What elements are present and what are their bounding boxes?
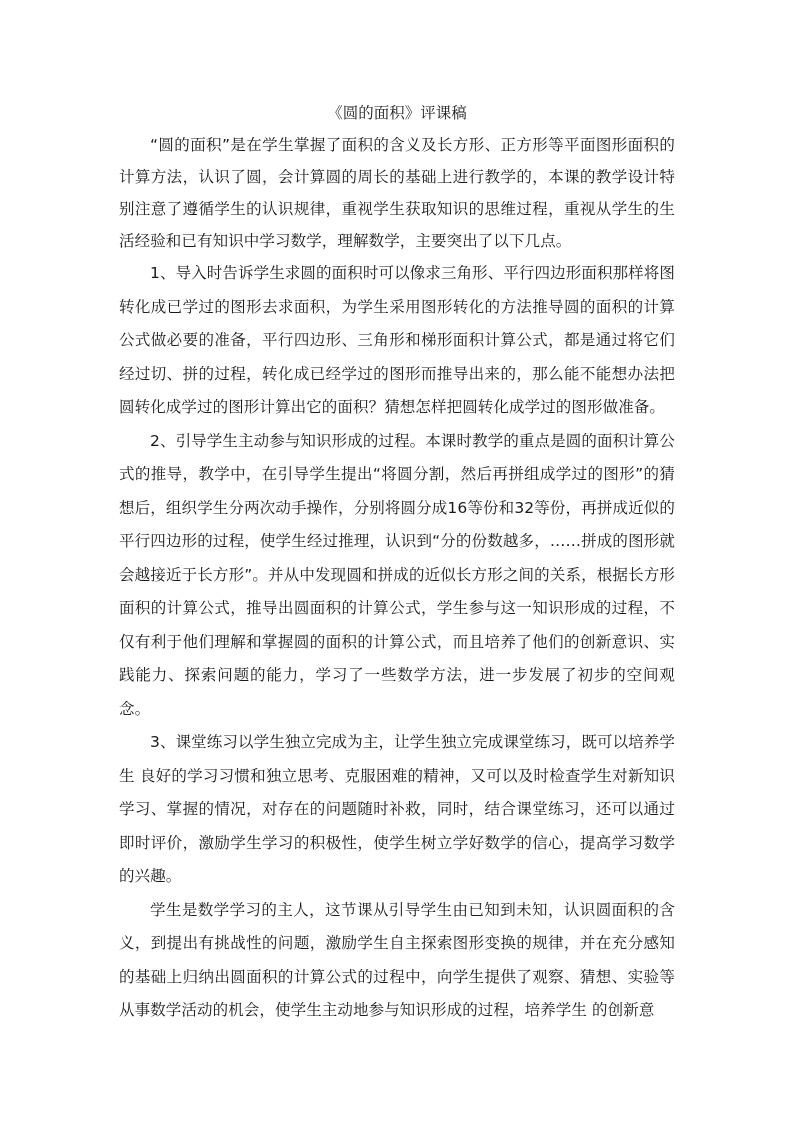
document-body	[119, 97, 675, 1028]
paragraph-point-1: 1、导入时告诉学生求圆的面积时可以像求三角形、平行四边形面积那样将图转化成已学过的图形去求面积，为学生采用图形转化的方法推导圆的面积的计算公式做必要的准备，平行四边形、三角形和梯形面积计算公式，都是通过将它们经过切、拼的过程，转化成已经学过的图形而推导出来的，那么能不能想办法把圆转化成学过的图形计算出它的面积？猜想怎样把圆转化成学过的图形做准备。	[119, 264, 675, 416]
page-title: 《圆的面积》评课稿	[327, 104, 467, 122]
paragraph-point-3: 3、课堂练习以学生独立完成为主，让学生独立完成课堂练习，既可以培养学生 良好的学习习惯和独立思考、克服困难的精神，又可以及时检查学生对新知识学习、掌握的情况，对存在的问题随时补救，同时，结合课堂练习，还可以通过即时评价，激励学生学习的积极性，使学生树立学好数学的信心，提高学习数学的兴趣。	[119, 733, 675, 885]
paragraph-point-2: 2、引导学生主动参与知识形成的过程。本课时教学的重点是圆的面积计算公式的推导，教学中，在引导学生提出“将圆分割，然后再拼组成学过的图形”的猜想后，组织学生分两次动手操作，分别将圆分成16等份和32等份，再拼成近似的平行四边形的过程，使学生经过推理，认识到“分的份数越多，……拼成的图形就会越接近于长方形”。并从中发现圆和拼成的近似长方形之间的关系，根据长方形面积的计算公式，推导出圆面积的计算公式，学生参与这一知识形成的过程，不仅有利于他们理解和掌握圆的面积的计算公式，而且培养了他们的创新意识、实践能力、探索问题的能力，学习了一些数学方法，进一步发展了初步的空间观念。	[119, 431, 675, 718]
paragraph-summary: 学生是数学学习的主人，这节课从引导学生由已知到未知，认识圆面积的含义，到提出有挑战性的问题，激励学生自主探索图形变换的规律，并在充分感知的基础上归纳出圆面积的计算公式的过程中，向学生提供了观察、猜想、实验等从事数学活动的机会，使学生主动地参与知识形成的过程，培养学生 的创新意	[119, 900, 675, 1019]
paragraph-intro: “圆的面积”是在学生掌握了面积的含义及长方形、正方形等平面图形面积的计算方法，认识了圆，会计算圆的周长的基础上进行教学的，本课的教学设计特别注意了遵循学生的认识规律，重视学生获取知识的思维过程，重视从学生的生活经验和已有知识中学习数学，理解数学，主要突出了以下几点。	[119, 136, 675, 250]
